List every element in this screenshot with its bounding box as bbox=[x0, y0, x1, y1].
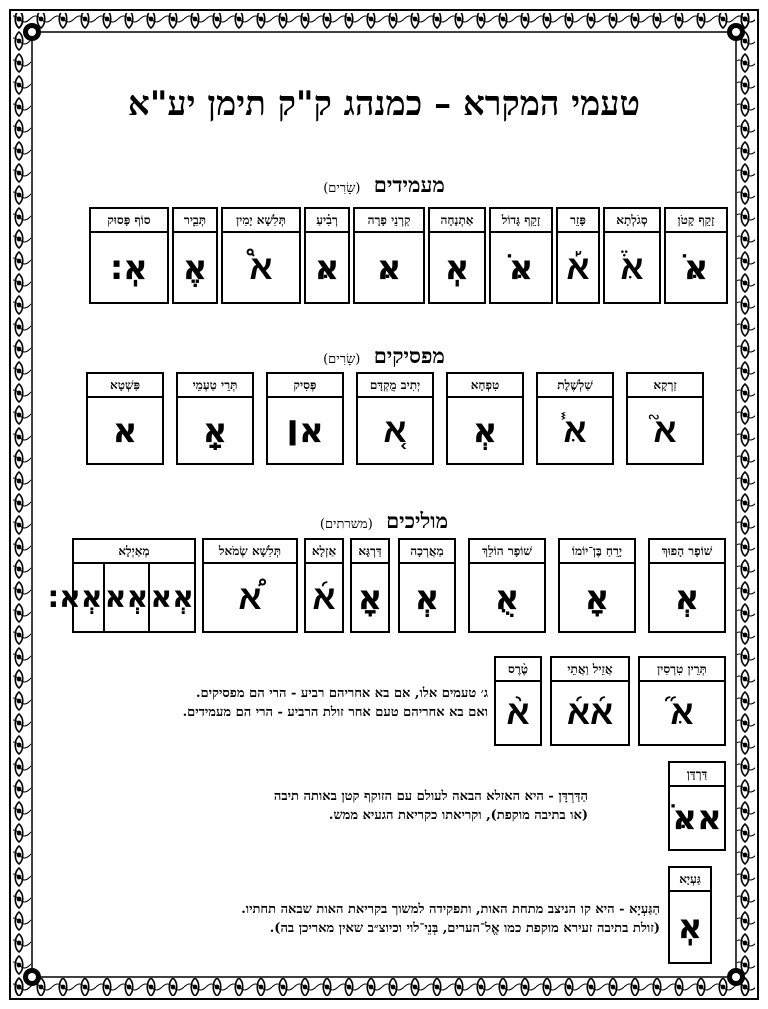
taam-glyph: אּּ bbox=[376, 247, 402, 288]
taam-name: זָקֵף קָטֹן bbox=[666, 209, 726, 233]
taam-card bbox=[626, 372, 704, 465]
taam-card bbox=[468, 538, 546, 633]
taam-name: תְּבִ֛יר bbox=[174, 209, 216, 233]
heading-sub: (שָׂרִים) bbox=[323, 181, 361, 196]
taam-name: פַּשְׁטָא bbox=[88, 374, 162, 398]
note-line: ג׳ טעמים אלו, אם בא אחריהם רביע - הרי הם מפסיקים. bbox=[195, 686, 488, 701]
taam-card bbox=[664, 207, 728, 304]
taam-name: תְּרֵי טַעְמֵי bbox=[178, 374, 252, 398]
taam-card bbox=[304, 538, 344, 633]
taam-card bbox=[489, 207, 553, 304]
taam-glyph: א bbox=[112, 410, 138, 451]
mafsikim-row bbox=[86, 372, 704, 465]
taam-glyph: אֽ bbox=[444, 247, 470, 288]
taam-card bbox=[668, 761, 726, 851]
taam-card bbox=[172, 207, 218, 304]
taam-glyph: אְ bbox=[414, 577, 440, 618]
taam-glyph: אּ֞ bbox=[670, 693, 694, 733]
taam-name: סוֹף פָּסוּק bbox=[91, 209, 167, 233]
note-line: ואם בא אחריהם טעם אחר זולת הרביע - הרי הם מעמידים. bbox=[182, 705, 488, 720]
taam-name: פָּזֵר bbox=[558, 209, 598, 233]
taam-name: תְּלִשָׁא יָמִין bbox=[223, 209, 299, 233]
taam-glyph: א֚ bbox=[383, 410, 407, 451]
taam-glyph: א֩ bbox=[249, 247, 273, 288]
taam-name: שׁוֹפָר הוֹלֵךְ bbox=[470, 540, 544, 564]
taam-card-mayla bbox=[47, 538, 196, 633]
taam-card bbox=[86, 372, 164, 465]
taam-card bbox=[428, 207, 486, 304]
taam-card bbox=[304, 207, 350, 304]
taam-glyph: אּ֓ bbox=[563, 410, 587, 451]
taam-glyph: אּ bbox=[314, 247, 340, 288]
heading-text: מוליכים bbox=[386, 508, 449, 533]
taam-name: גַּעְיָא bbox=[670, 868, 710, 892]
taam-glyph: א֠ bbox=[238, 577, 262, 618]
taam-name: תְּלִשָׁא שְׂמֹאל bbox=[204, 540, 296, 564]
page-title: טעמי המקרא – כמנהג ק"ק תימן יע"א bbox=[127, 84, 641, 124]
taam-glyph: אֹּ bbox=[683, 247, 709, 288]
taam-name: מַאֲרְכָה bbox=[400, 540, 454, 564]
taam-card bbox=[353, 207, 425, 304]
taam-glyph: א֨ bbox=[506, 693, 530, 733]
taam-glyph: אֺּ bbox=[508, 247, 534, 288]
taam-name: שׁוֹפָר הָפוּךְ bbox=[650, 540, 724, 564]
taam-card bbox=[558, 538, 636, 633]
taam-card bbox=[221, 207, 301, 304]
taam-name: שַׁלְשֶׁלֶת bbox=[538, 374, 612, 398]
taam-glyph: אֶ bbox=[182, 247, 208, 288]
taam-glyph: אָ bbox=[584, 577, 610, 618]
taam-card bbox=[446, 372, 524, 465]
taam-name: רְבִ֗יעַ bbox=[306, 209, 348, 233]
maamidim-row bbox=[58, 207, 728, 304]
pairs-row bbox=[494, 656, 726, 746]
taam-name: טֶ֨רֶס bbox=[496, 658, 540, 682]
note-line: (זולת בתיבה זעירא מוקפת כמו אֱל־הערים, בְּנֵי־לוי וכיוצ״ב שאין מאריכן בה). bbox=[269, 921, 660, 936]
taam-glyph: א֜א֜ bbox=[566, 693, 614, 733]
taam-name: זָקֵף גָּדוֹל bbox=[491, 209, 551, 233]
taam-card bbox=[648, 538, 726, 633]
heading-sub: (משרתים) bbox=[319, 517, 373, 532]
taam-name: אֲזֵיל וַאֲתֵי bbox=[552, 658, 628, 682]
taam-name: דַּרְגָּא bbox=[352, 540, 388, 564]
section-heading-molichim bbox=[34, 508, 734, 534]
taam-name: זַרְקָא bbox=[628, 374, 702, 398]
taam-glyph: אֽ bbox=[677, 907, 703, 947]
taam-glyph: א֮ bbox=[653, 410, 677, 451]
taam-card bbox=[550, 656, 630, 746]
taam-name: אַתְנָחָה bbox=[430, 209, 484, 233]
dardan-note bbox=[168, 787, 588, 825]
note-line: הַדַּרְדָּן - היא האזלא הבאה לעולם עם הזוקף קטן באותה תיבה bbox=[273, 789, 588, 804]
taam-glyph: א֡ bbox=[566, 247, 590, 288]
taam-glyph: אּ֒ bbox=[620, 247, 644, 288]
taam-card bbox=[638, 656, 726, 746]
taam-glyph: אְא׃ bbox=[48, 564, 105, 631]
note-line: הַגַּעְיָא - היא קו הניצב מתחת האות, ותפקידה למשוך בקריאת האות שבאה תחתיו. bbox=[241, 902, 660, 917]
taam-card bbox=[89, 207, 169, 304]
taam-card bbox=[350, 538, 390, 633]
taam-name: מְאַיְלָא bbox=[74, 540, 194, 564]
taam-card bbox=[494, 656, 542, 746]
taam-name: פְּסִיק bbox=[268, 374, 342, 398]
heading-text: מפסיקים bbox=[373, 343, 445, 368]
taam-name: דַּרְדָּן bbox=[670, 763, 724, 787]
taam-card bbox=[202, 538, 298, 633]
taam-card bbox=[176, 372, 254, 465]
taam-card bbox=[556, 207, 600, 304]
taam-glyph: אֻ bbox=[494, 577, 520, 618]
note-line: (או בתיבה מוקפת), וקריאתו כקריאת הגעיא ממש. bbox=[328, 808, 588, 823]
page-content bbox=[34, 34, 734, 975]
gaya-note bbox=[120, 900, 660, 938]
taam-glyph: אְא bbox=[150, 580, 194, 615]
molichim-row bbox=[47, 538, 726, 633]
heading-sub: (שָׂרִים) bbox=[323, 352, 361, 367]
taam-name: תְּרֵין טִרְסִין bbox=[640, 658, 724, 682]
taam-glyph: אְ bbox=[472, 410, 498, 451]
taam-card bbox=[536, 372, 614, 465]
taam-card bbox=[356, 372, 434, 465]
taam-glyph: אְ bbox=[674, 577, 700, 618]
taam-name: טִפְחָא bbox=[448, 374, 522, 398]
taam-card bbox=[398, 538, 456, 633]
mayla-glyphs bbox=[47, 564, 194, 631]
taam-glyph: אְַ bbox=[202, 410, 228, 451]
heading-text: מעמידים bbox=[373, 172, 445, 197]
taam-card bbox=[266, 372, 344, 465]
taam-name: יְתִיב מֻקְדָּם bbox=[358, 374, 432, 398]
taam-glyph: א׀ bbox=[286, 410, 324, 451]
taam-glyph: אֽ׃ bbox=[110, 247, 148, 288]
taam-glyph: אְא bbox=[105, 564, 151, 631]
taam-glyph: אָ bbox=[357, 577, 383, 618]
taam-card bbox=[668, 866, 712, 964]
taam-name: סְגֹלְתָא bbox=[605, 209, 659, 233]
taam-glyph: אאֹּ bbox=[672, 798, 722, 838]
taam-name: אַזְלָא bbox=[306, 540, 342, 564]
section-heading-mafsikim bbox=[34, 343, 734, 369]
section-heading-maamidim bbox=[34, 172, 734, 198]
taam-name: יָרֵחַ בֶּן־יוֹמוֹ bbox=[560, 540, 634, 564]
taam-card bbox=[603, 207, 661, 304]
pairs-note bbox=[48, 684, 488, 722]
taam-name: קַרְנֵי פָרָה bbox=[355, 209, 423, 233]
taam-glyph: א֜ bbox=[312, 577, 336, 618]
